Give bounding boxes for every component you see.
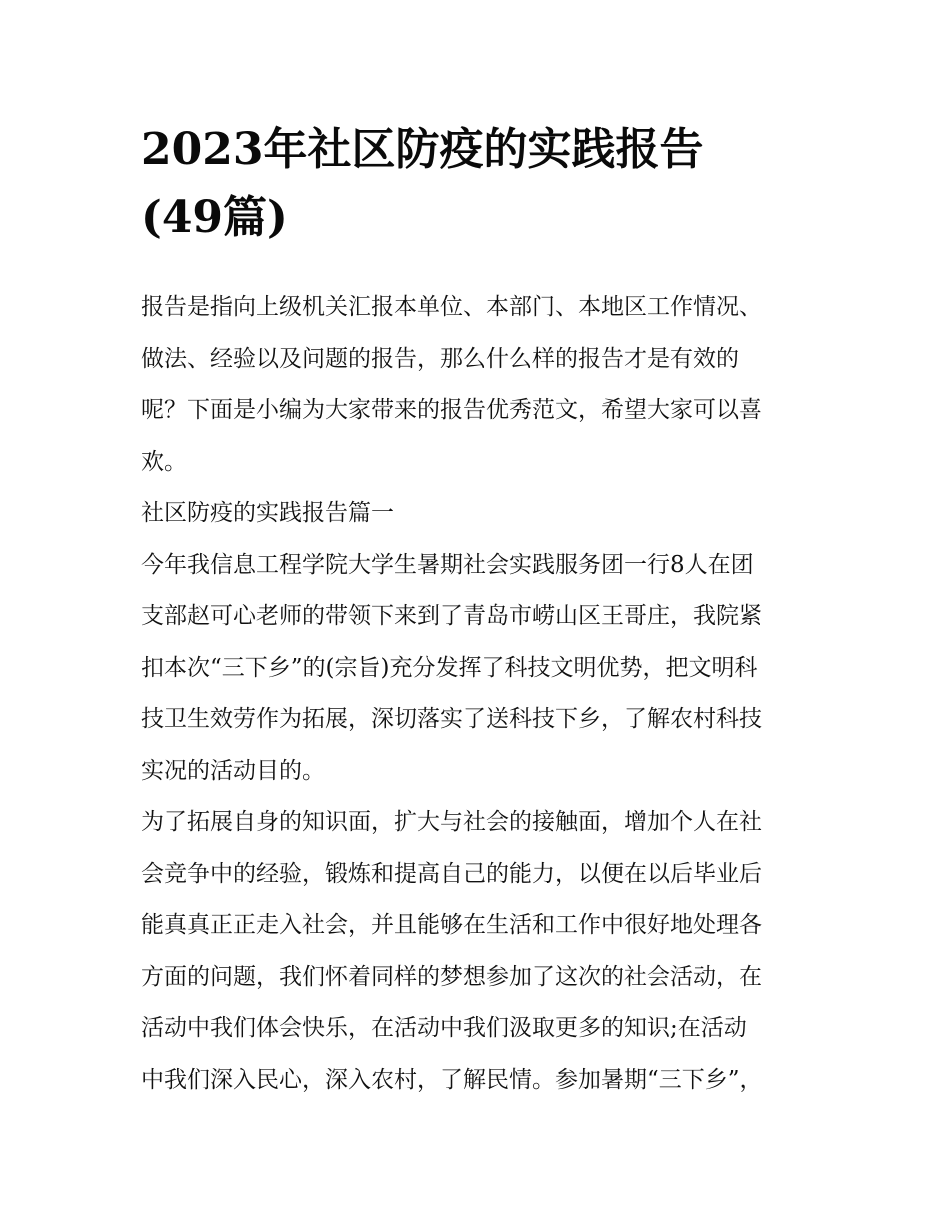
text-line: 报告是指向上级机关汇报本单位、本部门、本地区工作情况、 (141, 294, 762, 320)
text-line: 支部赵可心老师的带领下来到了青岛市崂山区王哥庄，我院紧 (141, 603, 762, 629)
text-line: 方面的问题，我们怀着同样的梦想参加了这次的社会活动，在 (141, 963, 762, 990)
document-content (141, 116, 813, 1106)
document-title (141, 116, 813, 252)
body-paragraph-1 (141, 540, 813, 798)
title-line-2: (49篇) (141, 192, 288, 243)
title-line-1: 2023年社区防疫的实践报告 (141, 124, 704, 175)
document-body (141, 282, 813, 1106)
text-line: 技卫生效劳作为拓展，深切落实了送科技下乡，了解农村科技 (141, 706, 762, 732)
section-heading (141, 488, 813, 540)
text-line: 社区防疫的实践报告篇一 (141, 500, 394, 526)
text-line: 为了拓展自身的知识面，扩大与社会的接触面，增加个人在社 (141, 809, 762, 835)
text-line: 欢。 (141, 448, 187, 475)
text-line: 今年我信息工程学院大学生暑期社会实践服务团一行8人在团 (141, 551, 754, 578)
intro-paragraph (141, 282, 813, 488)
text-line: 活动中我们体会快乐，在活动中我们汲取更多的知识;在活动 (141, 1015, 747, 1041)
text-line: 会竞争中的经验，锻炼和提高自己的能力，以便在以后毕业后 (141, 860, 762, 887)
text-line: 中我们深入民心，深入农村，了解民情。参加暑期“三下乡”， (141, 1066, 763, 1093)
text-line: 扣本次“三下乡”的(宗旨)充分发挥了科技文明优势，把文明科 (141, 654, 758, 681)
body-paragraph-2 (141, 797, 813, 1106)
text-line: 做法、经验以及问题的报告，那么什么样的报告才是有效的 (141, 345, 739, 372)
text-line: 能真真正正走入社会，并且能够在生活和工作中很好地处理各 (141, 912, 762, 938)
text-line: 实况的活动目的。 (141, 757, 325, 784)
text-line: 呢？下面是小编为大家带来的报告优秀范文，希望大家可以喜 (141, 397, 762, 423)
